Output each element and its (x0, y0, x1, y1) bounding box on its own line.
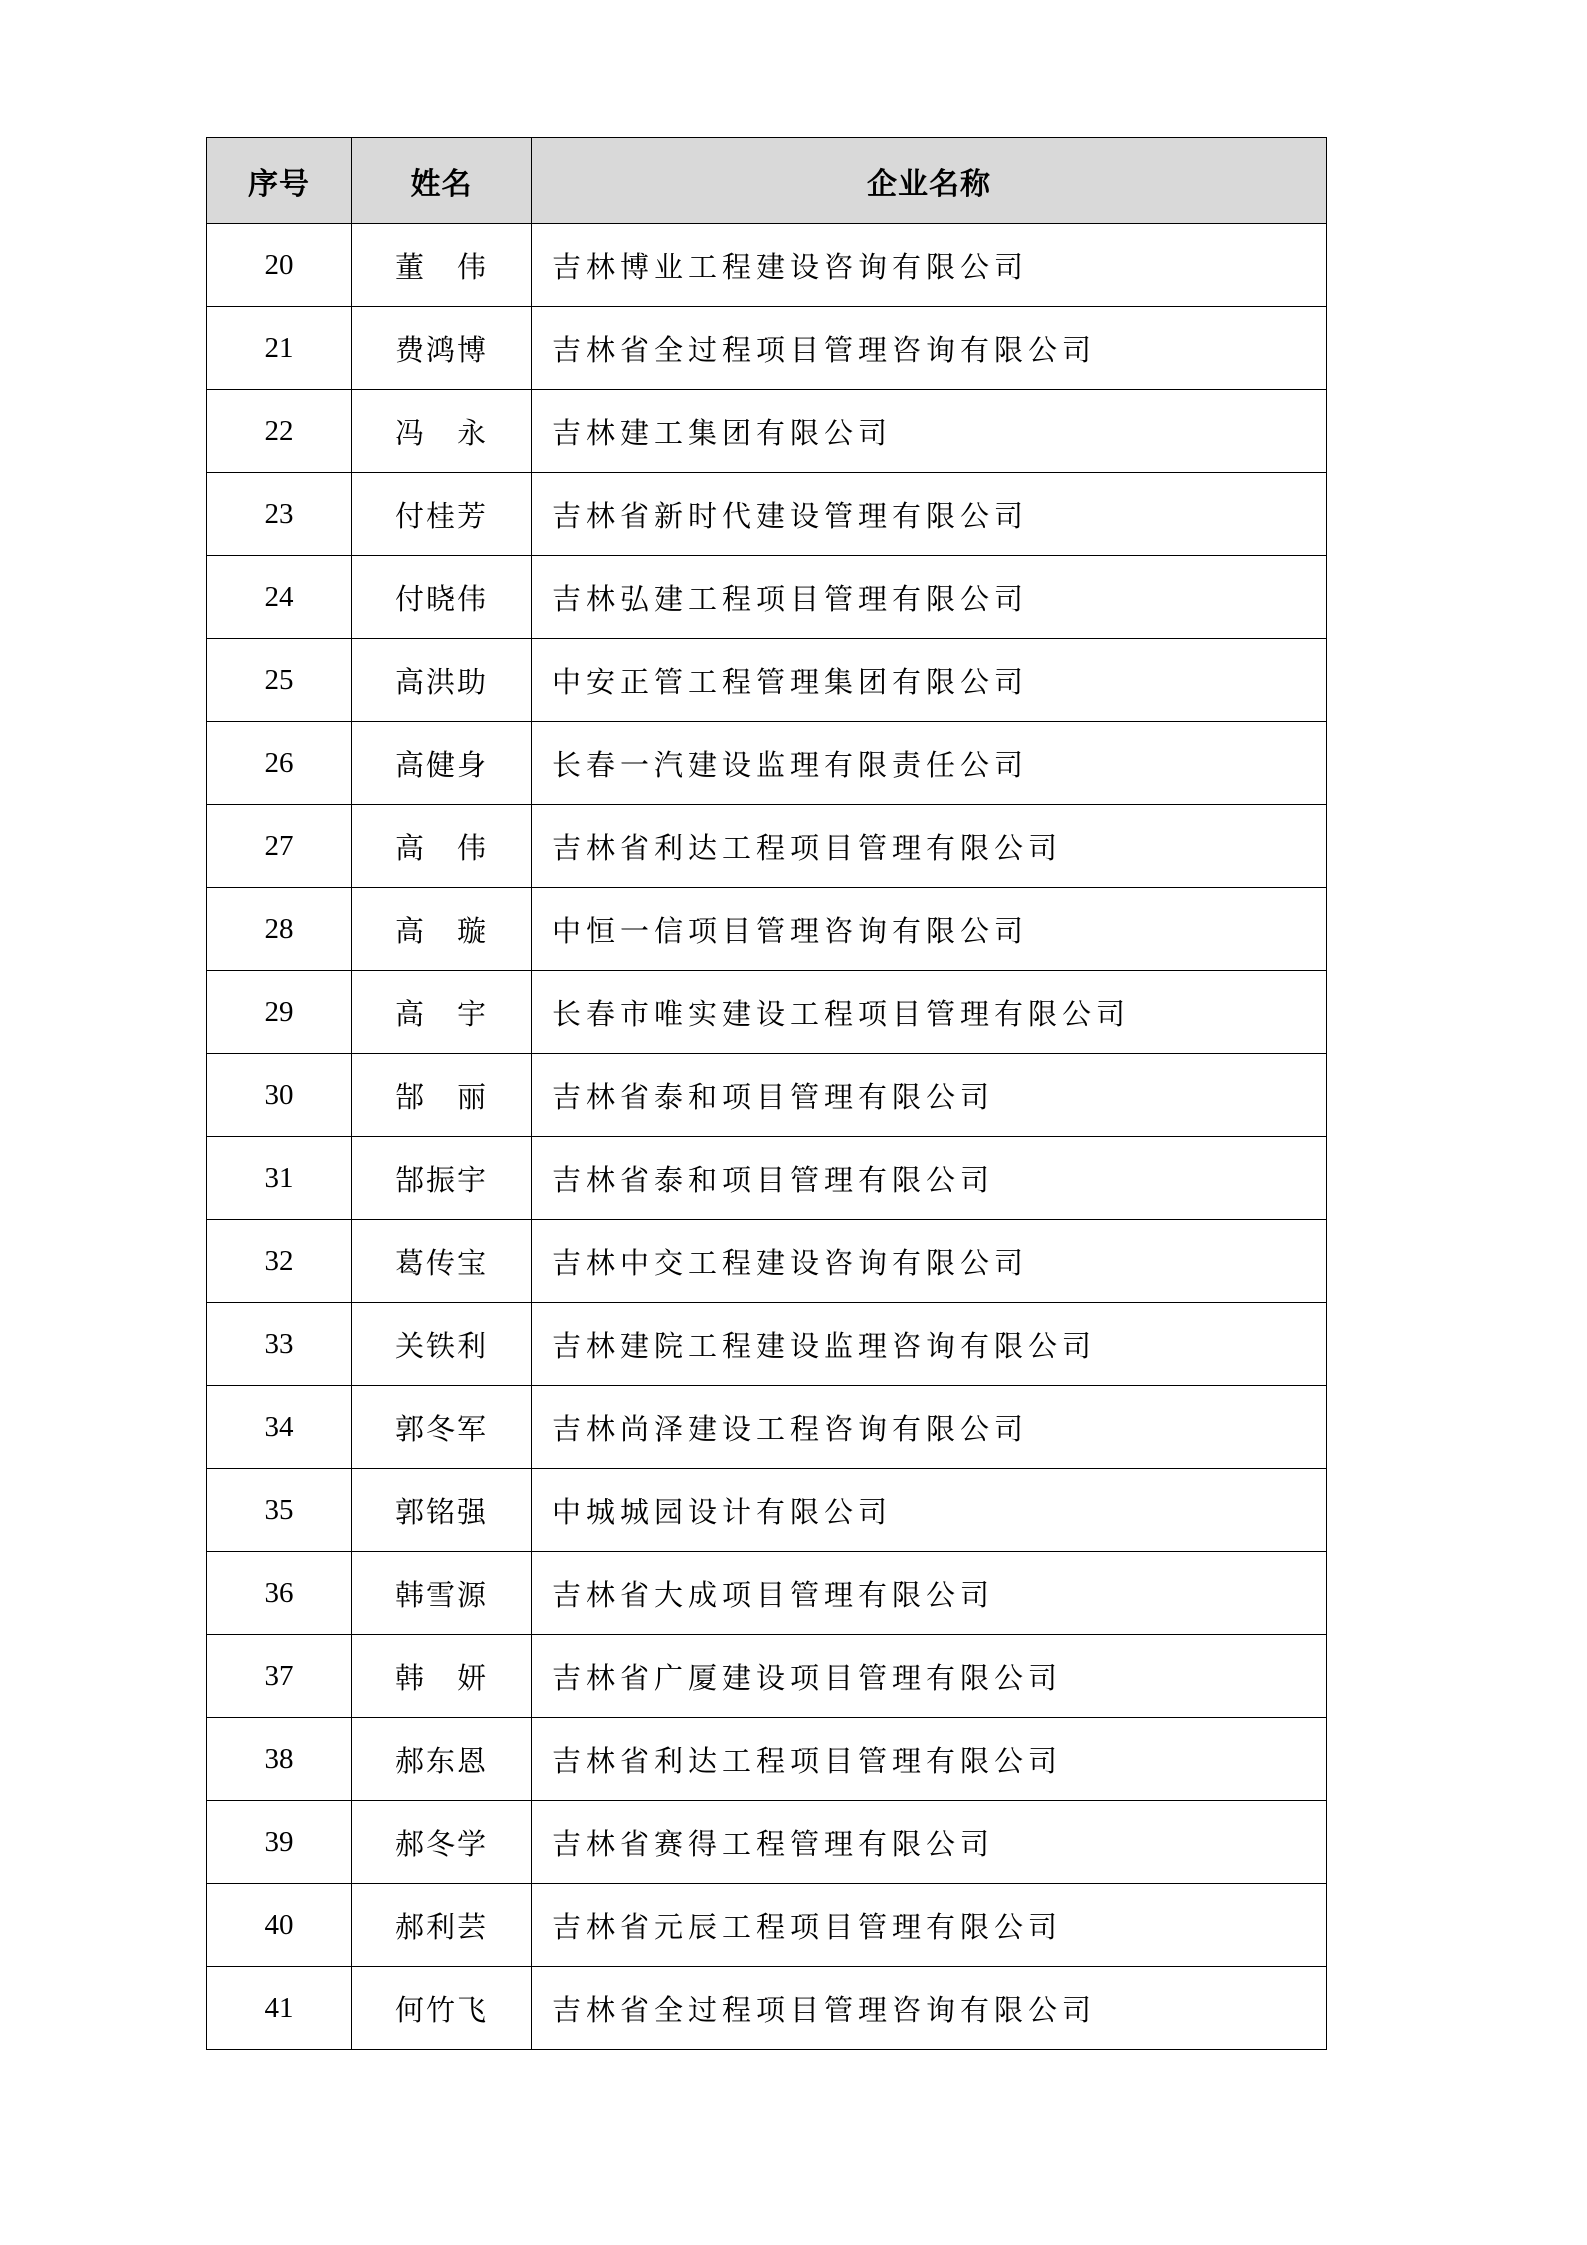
person-name: 冯 永 (352, 390, 532, 473)
row-number: 31 (207, 1137, 352, 1220)
person-name: 何竹飞 (352, 1967, 532, 2050)
table-row (207, 888, 1327, 971)
company-name: 吉林省新时代建设管理有限公司 (532, 473, 1327, 556)
company-name: 吉林尚泽建设工程咨询有限公司 (532, 1386, 1327, 1469)
company-name: 吉林省泰和项目管理有限公司 (532, 1054, 1327, 1137)
table-row (207, 971, 1327, 1054)
table-row (207, 1967, 1327, 2050)
table-row (207, 1884, 1327, 1967)
person-name: 韩 妍 (352, 1635, 532, 1718)
table-row (207, 1635, 1327, 1718)
row-number: 24 (207, 556, 352, 639)
person-name: 关铁利 (352, 1303, 532, 1386)
row-number: 21 (207, 307, 352, 390)
row-number: 27 (207, 805, 352, 888)
row-number: 23 (207, 473, 352, 556)
person-name: 郭冬军 (352, 1386, 532, 1469)
company-name: 吉林省全过程项目管理咨询有限公司 (532, 1967, 1327, 2050)
row-number: 29 (207, 971, 352, 1054)
row-number: 22 (207, 390, 352, 473)
person-name: 付桂芳 (352, 473, 532, 556)
company-name: 吉林省利达工程项目管理有限公司 (532, 1718, 1327, 1801)
company-name: 中城城园设计有限公司 (532, 1469, 1327, 1552)
company-name: 吉林省大成项目管理有限公司 (532, 1552, 1327, 1635)
table-header (207, 138, 1327, 224)
table-row (207, 1469, 1327, 1552)
table-row (207, 1552, 1327, 1635)
company-name: 中安正管工程管理集团有限公司 (532, 639, 1327, 722)
row-number: 34 (207, 1386, 352, 1469)
table-row (207, 1220, 1327, 1303)
table-row (207, 473, 1327, 556)
person-name: 付晓伟 (352, 556, 532, 639)
company-name: 吉林省全过程项目管理咨询有限公司 (532, 307, 1327, 390)
person-name: 高 璇 (352, 888, 532, 971)
row-number: 30 (207, 1054, 352, 1137)
roster-table (206, 137, 1327, 2050)
company-name: 吉林弘建工程项目管理有限公司 (532, 556, 1327, 639)
company-name: 吉林省泰和项目管理有限公司 (532, 1137, 1327, 1220)
row-number: 32 (207, 1220, 352, 1303)
company-name: 长春一汽建设监理有限责任公司 (532, 722, 1327, 805)
table-row (207, 1386, 1327, 1469)
header-name: 姓名 (352, 138, 532, 224)
table-row (207, 1137, 1327, 1220)
company-name: 吉林省广厦建设项目管理有限公司 (532, 1635, 1327, 1718)
row-number: 33 (207, 1303, 352, 1386)
person-name: 郜 丽 (352, 1054, 532, 1137)
table-row (207, 307, 1327, 390)
person-name: 高 伟 (352, 805, 532, 888)
row-number: 41 (207, 1967, 352, 2050)
row-number: 37 (207, 1635, 352, 1718)
person-name: 郜振宇 (352, 1137, 532, 1220)
row-number: 25 (207, 639, 352, 722)
company-name: 吉林省赛得工程管理有限公司 (532, 1801, 1327, 1884)
table-body (207, 224, 1327, 2050)
person-name: 高 宇 (352, 971, 532, 1054)
table-row (207, 390, 1327, 473)
company-name: 吉林省利达工程项目管理有限公司 (532, 805, 1327, 888)
table-row (207, 1718, 1327, 1801)
company-name: 中恒一信项目管理咨询有限公司 (532, 888, 1327, 971)
company-name: 吉林建工集团有限公司 (532, 390, 1327, 473)
row-number: 39 (207, 1801, 352, 1884)
header-company: 企业名称 (532, 138, 1327, 224)
header-no: 序号 (207, 138, 352, 224)
person-name: 董 伟 (352, 224, 532, 307)
person-name: 葛传宝 (352, 1220, 532, 1303)
table-row (207, 1054, 1327, 1137)
row-number: 28 (207, 888, 352, 971)
row-number: 38 (207, 1718, 352, 1801)
company-name: 吉林省元辰工程项目管理有限公司 (532, 1884, 1327, 1967)
table-row (207, 1303, 1327, 1386)
company-name: 长春市唯实建设工程项目管理有限公司 (532, 971, 1327, 1054)
person-name: 高健身 (352, 722, 532, 805)
table-row (207, 556, 1327, 639)
header-row (207, 138, 1327, 224)
company-name: 吉林中交工程建设咨询有限公司 (532, 1220, 1327, 1303)
person-name: 郝东恩 (352, 1718, 532, 1801)
person-name: 郝利芸 (352, 1884, 532, 1967)
person-name: 高洪助 (352, 639, 532, 722)
person-name: 郭铭强 (352, 1469, 532, 1552)
person-name: 郝冬学 (352, 1801, 532, 1884)
row-number: 20 (207, 224, 352, 307)
row-number: 36 (207, 1552, 352, 1635)
person-name: 韩雪源 (352, 1552, 532, 1635)
row-number: 35 (207, 1469, 352, 1552)
table-row (207, 639, 1327, 722)
row-number: 26 (207, 722, 352, 805)
table-row (207, 722, 1327, 805)
person-name: 费鸿博 (352, 307, 532, 390)
company-name: 吉林建院工程建设监理咨询有限公司 (532, 1303, 1327, 1386)
company-name: 吉林博业工程建设咨询有限公司 (532, 224, 1327, 307)
row-number: 40 (207, 1884, 352, 1967)
table-row (207, 1801, 1327, 1884)
table-row (207, 805, 1327, 888)
table-row (207, 224, 1327, 307)
